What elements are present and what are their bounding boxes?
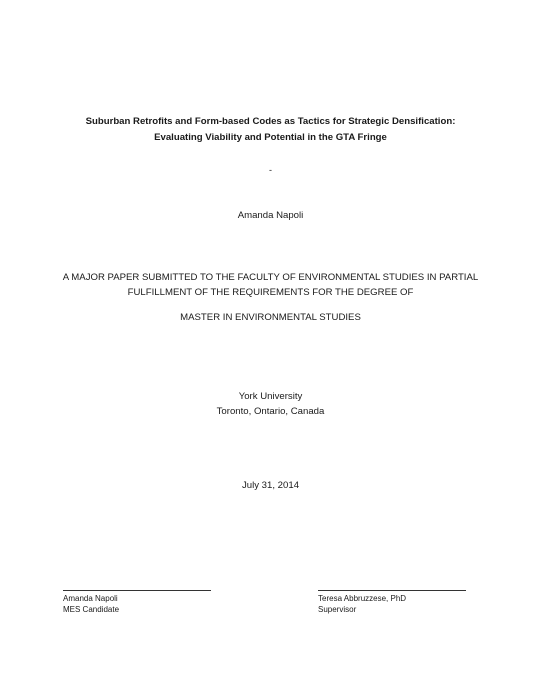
submission-date: July 31, 2014 bbox=[241, 480, 300, 491]
separator-dash: - bbox=[269, 165, 272, 175]
supervisor-role: Supervisor bbox=[318, 605, 357, 614]
paper-title bbox=[0, 114, 541, 146]
author-name: Amanda Napoli bbox=[237, 210, 304, 221]
candidate-name: Amanda Napoli bbox=[63, 594, 118, 603]
signature-line bbox=[318, 590, 466, 591]
institution-location: Toronto, Ontario, Canada bbox=[216, 406, 325, 417]
submission-line-2: FULFILLMENT OF THE REQUIREMENTS FOR THE DEGREE OF bbox=[127, 287, 414, 298]
degree-name: MASTER IN ENVIRONMENTAL STUDIES bbox=[180, 312, 361, 323]
candidate-signature-block bbox=[63, 590, 211, 615]
candidate-role: MES Candidate bbox=[63, 605, 120, 614]
institution-block bbox=[0, 389, 541, 419]
supervisor-signature-block bbox=[318, 590, 466, 615]
supervisor-name: Teresa Abbruzzese, PhD bbox=[318, 594, 407, 603]
submission-statement bbox=[0, 270, 541, 300]
institution-name: York University bbox=[238, 391, 303, 402]
title-line-2: Evaluating Viability and Potential in the GTA Fringe bbox=[154, 132, 387, 143]
submission-line-1: A MAJOR PAPER SUBMITTED TO THE FACULTY OF ENVIRONMENTAL STUDIES IN PARTIAL bbox=[62, 272, 479, 283]
title-line-1: Suburban Retrofits and Form-based Codes as Tactics for Strategic Densification: bbox=[85, 116, 456, 127]
signature-line bbox=[63, 590, 211, 591]
